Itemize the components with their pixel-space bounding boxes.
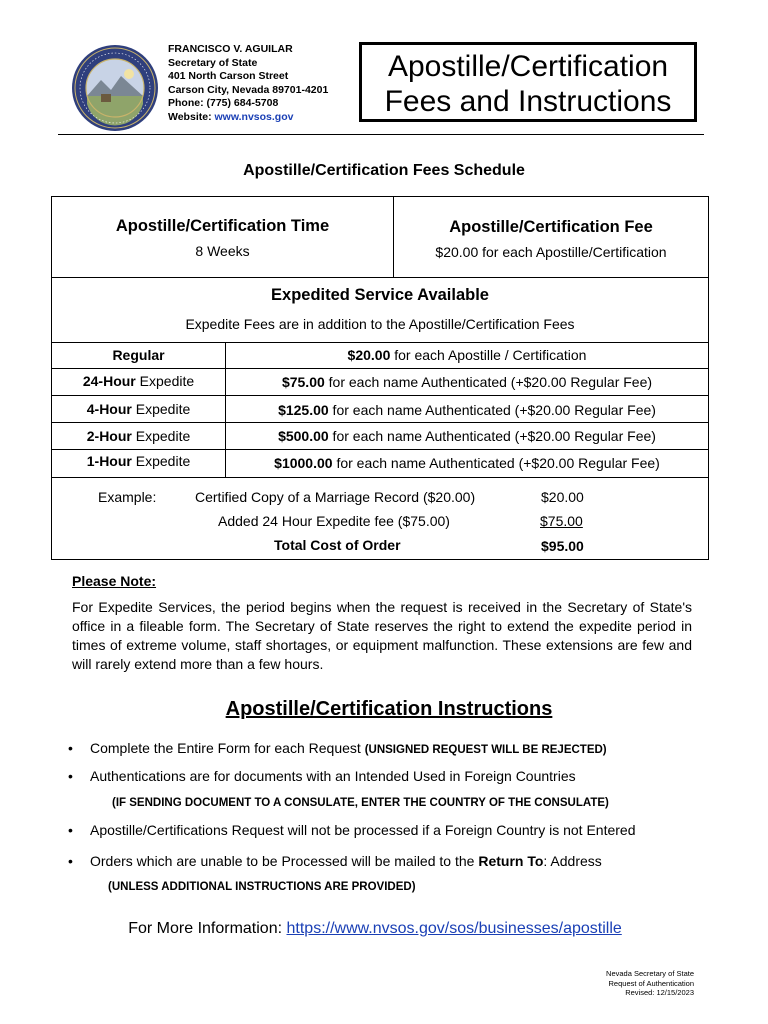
- table-divider: [52, 277, 708, 278]
- fee-row-label: 24-Hour Expedite: [82, 373, 195, 389]
- table-divider: [52, 368, 708, 369]
- fee-value: $20.00 for each Apostille/Certification: [435, 244, 667, 260]
- more-info: [0, 920, 750, 938]
- table-divider: [52, 477, 708, 478]
- city-address: Carson City, Nevada 89701-4201: [168, 83, 329, 96]
- fee-row-amount: $75.00 for each name Authenticated (+$20.00 Regular Fee): [281, 374, 653, 390]
- title-line-2: Fees and Instructions: [384, 85, 672, 118]
- example-line-1: Certified Copy of a Marriage Record ($20.00): [195, 489, 476, 505]
- time-value: 8 Weeks: [195, 243, 250, 259]
- street-address: 401 North Carson Street: [168, 70, 289, 83]
- fee-row-amount: $500.00 for each name Authenticated (+$20.00 Regular Fee): [278, 428, 656, 444]
- more-info-label: For More Information:: [128, 920, 287, 937]
- header-divider: [58, 134, 704, 135]
- example-line-2-amount: $75.00: [540, 513, 583, 529]
- website-link[interactable]: www.nvsos.gov: [214, 110, 294, 123]
- instructions-title: Apostille/Certification Instructions: [225, 698, 553, 720]
- fee-row-label: 1-Hour Expedite: [86, 453, 191, 469]
- note-title: Please Note:: [72, 573, 157, 589]
- example-line-2: Added 24 Hour Expedite fee ($75.00): [218, 513, 450, 529]
- fee-row-amount: $20.00 for each Apostille / Certification: [347, 347, 587, 363]
- note-body: For Expedite Services, the period begins when the request is received in the Secretary of State's office in a fileable form. The Secretary of State reserves the right to extend the expedite period in times of extreme volume, staff shortages, or equipment malfunction. These extensions are few and will rarely extend more than a few hours.: [72, 599, 692, 672]
- instruction-item: • Apostille/Certifications Request will not be processed if a Foreign Country is not Entered: [68, 822, 636, 838]
- example-label: Example:: [98, 489, 157, 505]
- fee-row-label: 2-Hour Expedite: [86, 428, 191, 444]
- table-divider: [52, 422, 708, 423]
- fees-schedule-title: Apostille/Certification Fees Schedule: [243, 162, 525, 179]
- title-line-1: Apostille/Certification: [387, 50, 669, 83]
- office-title: Secretary of State: [168, 56, 258, 69]
- fee-header: Apostille/Certification Fee: [449, 218, 653, 236]
- time-header: Apostille/Certification Time: [115, 217, 330, 235]
- total-amount: $95.00: [541, 538, 584, 554]
- more-info-link[interactable]: https://www.nvsos.gov/sos/businesses/apostille: [286, 920, 622, 937]
- fees-table: [51, 196, 709, 560]
- total-label: Total Cost of Order: [274, 537, 401, 553]
- footer-revision: [560, 969, 694, 998]
- fee-row-amount: $1000.00 for each name Authenticated (+$20.00 Regular Fee): [274, 455, 660, 471]
- table-divider: [52, 449, 708, 450]
- bullet-icon: •: [68, 822, 73, 838]
- bullet-icon: •: [68, 740, 73, 756]
- instruction-item: • Complete the Entire Form for each Request (UNSIGNED REQUEST WILL BE REJECTED): [68, 740, 607, 756]
- footer-line: Revised: 12/15/2023: [625, 988, 694, 997]
- website-label: Website:: [168, 110, 212, 123]
- website-line: [168, 111, 328, 125]
- fee-row-label: Regular: [112, 347, 165, 363]
- table-divider: [52, 395, 708, 396]
- document-title-box: [359, 42, 697, 122]
- footer-line: Request of Authentication: [608, 978, 694, 988]
- table-divider: [393, 197, 394, 277]
- contact-block: [168, 43, 328, 125]
- table-divider: [52, 342, 708, 343]
- footer-line: Nevada Secretary of State: [606, 969, 694, 978]
- phone: Phone: (775) 684-5708: [168, 97, 279, 110]
- nevada-state-seal: [71, 44, 159, 132]
- expedited-title: Expedited Service Available: [271, 286, 489, 304]
- expedited-subtitle: Expedite Fees are in addition to the Apostille/Certification Fees: [185, 316, 575, 332]
- fee-row-label: 4-Hour Expedite: [86, 401, 191, 417]
- instruction-item: • Orders which are unable to be Processed will be mailed to the Return To: Address: [68, 853, 602, 869]
- bullet-icon: •: [68, 768, 73, 784]
- official-name: FRANCISCO V. AGUILAR: [168, 43, 293, 55]
- example-line-1-amount: $20.00: [541, 489, 584, 505]
- instruction-subnote: (IF SENDING DOCUMENT TO A CONSULATE, ENTER THE COUNTRY OF THE CONSULATE): [112, 797, 609, 809]
- instruction-subnote: (UNLESS ADDITIONAL INSTRUCTIONS ARE PROVIDED): [108, 881, 416, 893]
- instruction-item: • Authentications are for documents with an Intended Used in Foreign Countries: [68, 768, 576, 784]
- bullet-icon: •: [68, 853, 73, 869]
- fee-row-amount: $125.00 for each name Authenticated (+$20.00 Regular Fee): [278, 402, 656, 418]
